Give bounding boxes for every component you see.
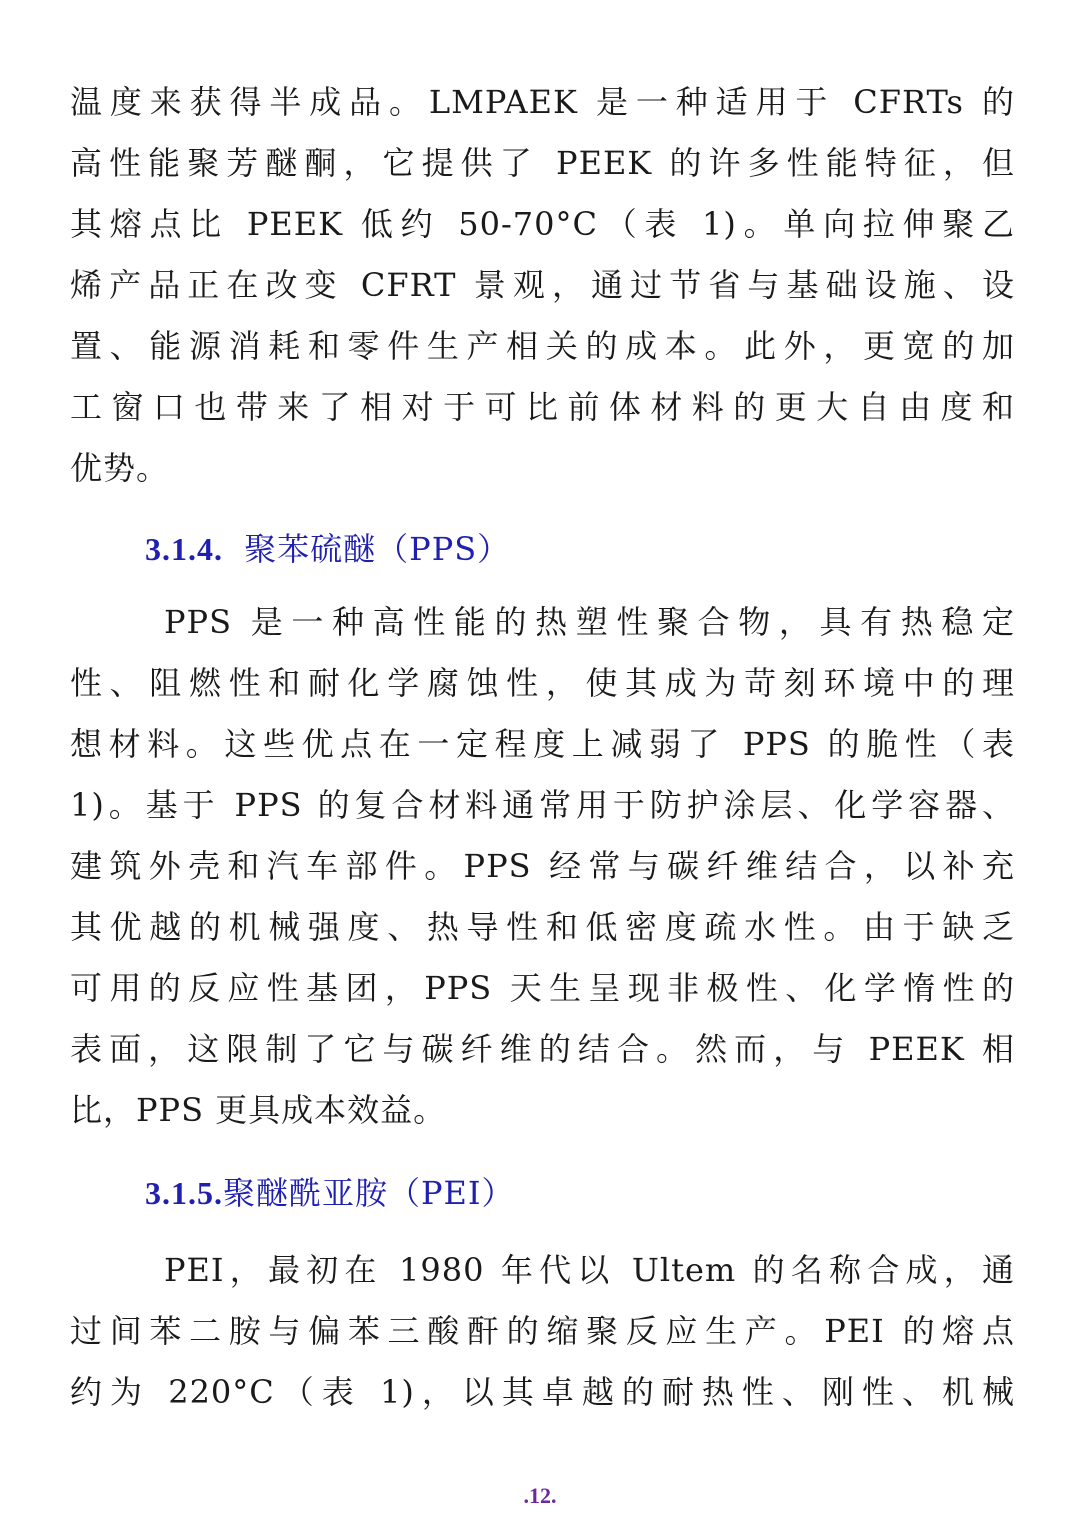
text-line: 其熔点比 PEEK 低约 50-70°C（表 1)。单向拉伸聚乙 [70,205,1015,243]
text-line: 建筑外壳和汽车部件。PPS 经常与碳纤维结合，以补充 [70,847,1015,885]
section-heading-pei [145,1171,515,1215]
text-line: 高性能聚芳醚酮，它提供了 PEEK 的许多性能特征，但 [70,144,1015,182]
text-line: 置、能源消耗和零件生产相关的成本。此外，更宽的加 [70,327,1015,365]
section-number: 3.1.4. [145,531,223,567]
section-heading-pps [145,527,510,571]
text-line: 烯产品正在改变 CFRT 景观，通过节省与基础设施、设 [70,266,1015,304]
text-line: 温度来获得半成品。LMPAEK 是一种适用于 CFRTs 的 [70,83,1015,121]
text-line: 优势。 [70,449,170,487]
text-line: 性、阻燃性和耐化学腐蚀性，使其成为苛刻环境中的理 [70,664,1015,702]
text-line: 过间苯二胺与偏苯三酸酐的缩聚反应生产。PEI 的熔点 [70,1312,1015,1350]
text-line: 约为 220°C（表 1)，以其卓越的耐热性、刚性、机械 [70,1373,1015,1411]
text-line: 比，PPS 更具成本效益。 [70,1091,447,1129]
text-line: 可用的反应性基团，PPS 天生呈现非极性、化学惰性的 [70,969,1015,1007]
section-title: 聚醚酰亚胺（PEI） [223,1174,515,1212]
page-number: .12. [523,1483,557,1508]
text-line: 想材料。这些优点在一定程度上减弱了 PPS 的脆性（表 [70,725,1015,763]
text-line: 1)。基于 PPS 的复合材料通常用于防护涂层、化学容器、 [70,786,1015,824]
section-title: 聚苯硫醚（PPS） [244,530,511,568]
text-line: PEI，最初在 1980 年代以 Ultem 的名称合成，通 [164,1251,1015,1289]
section-number: 3.1.5. [145,1175,223,1211]
text-line: 表面，这限制了它与碳纤维的结合。然而，与 PEEK 相 [70,1030,1015,1068]
text-line: 其优越的机械强度、热导性和低密度疏水性。由于缺乏 [70,908,1015,946]
text-line: PPS 是一种高性能的热塑性聚合物，具有热稳定 [164,603,1015,641]
text-line: 工窗口也带来了相对于可比前体材料的更大自由度和 [70,388,1015,426]
